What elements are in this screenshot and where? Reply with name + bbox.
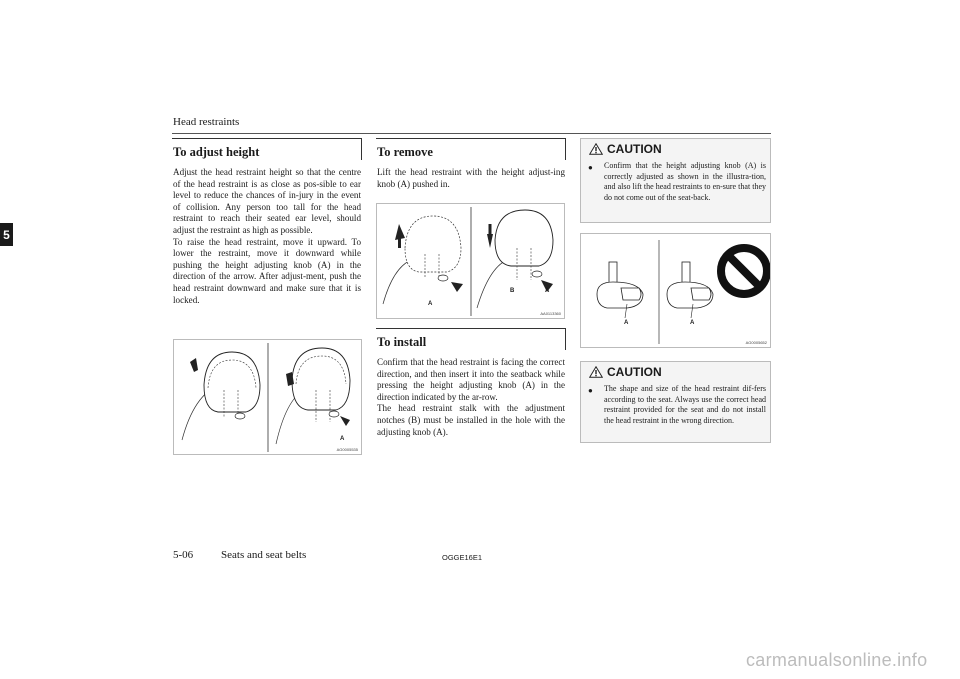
label-a-right: A (545, 288, 550, 294)
caution-title-text: CAUTION (607, 365, 662, 379)
adjust-height-text (173, 167, 361, 306)
caution-title-text: CAUTION (607, 142, 662, 156)
adjust-paragraph-1: Adjust the head restraint height so that the centre of the head restraint is as close as pos-sible to ear level to reduce the chances of in-jury in the event of collision. Any person too tall for the head restraint to reach their seated ear level, should adjust the restraint as high as possible. (173, 167, 361, 235)
caution-box-2 (580, 361, 771, 443)
head-restraint-remove-illustration (377, 204, 564, 318)
label-b: B (510, 288, 515, 294)
knob-position-illustration (581, 234, 770, 347)
watermark: carmanualsonline.info (746, 650, 928, 670)
install-text (377, 357, 565, 438)
remove-text: Lift the head restraint with the height adjust-ing knob (A) pushed in. (377, 167, 565, 189)
heading-to-install: To install (376, 328, 566, 350)
caution-title (589, 365, 662, 379)
figure-code: AG0005652 (745, 340, 767, 345)
warning-triangle-icon (589, 143, 603, 155)
page-number: 5-06 (173, 549, 194, 561)
header-rule (172, 133, 771, 134)
bullet-icon: ● (588, 386, 593, 395)
warning-triangle-icon (589, 366, 603, 378)
caution-text-2: The shape and size of the head restraint dif-fers according to the seat. Always use the correct head restraint provided for the seat and do not install the head restraint in the wrong direction. (604, 384, 766, 425)
running-header: Head restraints (173, 116, 240, 128)
caution-text-1: Confirm that the height adjusting knob (A) is correctly adjusted as shown in the illustra-tion, and also lift the head restraints to en-sure that they do not come out of the seat-back. (604, 161, 766, 202)
head-restraint-illustration (174, 340, 361, 454)
label-a: A (428, 301, 433, 307)
install-paragraph-1: Confirm that the head restraint is facing the correct direction, and then insert it into the seatback while pressing the height adjusting knob (A) in the direction indicated by the ar-row. (377, 357, 565, 402)
install-paragraph-2: The head restraint stalk with the adjustment notches (B) must be installed in the hole with the adjusting knob (A). (377, 403, 565, 437)
figure-knob-position (580, 233, 771, 348)
label-a: A (340, 436, 345, 442)
heading-to-remove: To remove (376, 138, 566, 160)
figure-adjust-height (173, 339, 362, 455)
footer-section: Seats and seat belts (221, 549, 307, 561)
figure-code: AA0113360 (540, 311, 561, 316)
label-a: A (624, 320, 629, 326)
caution-box-1 (580, 138, 771, 223)
caution-title (589, 142, 662, 156)
document-code: OGGE16E1 (442, 553, 483, 562)
figure-code: AG0005535 (336, 447, 358, 452)
figure-remove (376, 203, 565, 319)
chapter-tab: 5 (0, 223, 13, 246)
heading-adjust-height: To adjust height (172, 138, 362, 160)
label-a-right: A (690, 320, 695, 326)
bullet-icon: ● (588, 163, 593, 172)
adjust-paragraph-2: To raise the head restraint, move it upward. To lower the restraint, move it downward while pushing the height adjusting knob (A) in the direction of the arrow. After adjust-ment, push the head restraint downward and make sure that it is locked. (173, 236, 361, 305)
